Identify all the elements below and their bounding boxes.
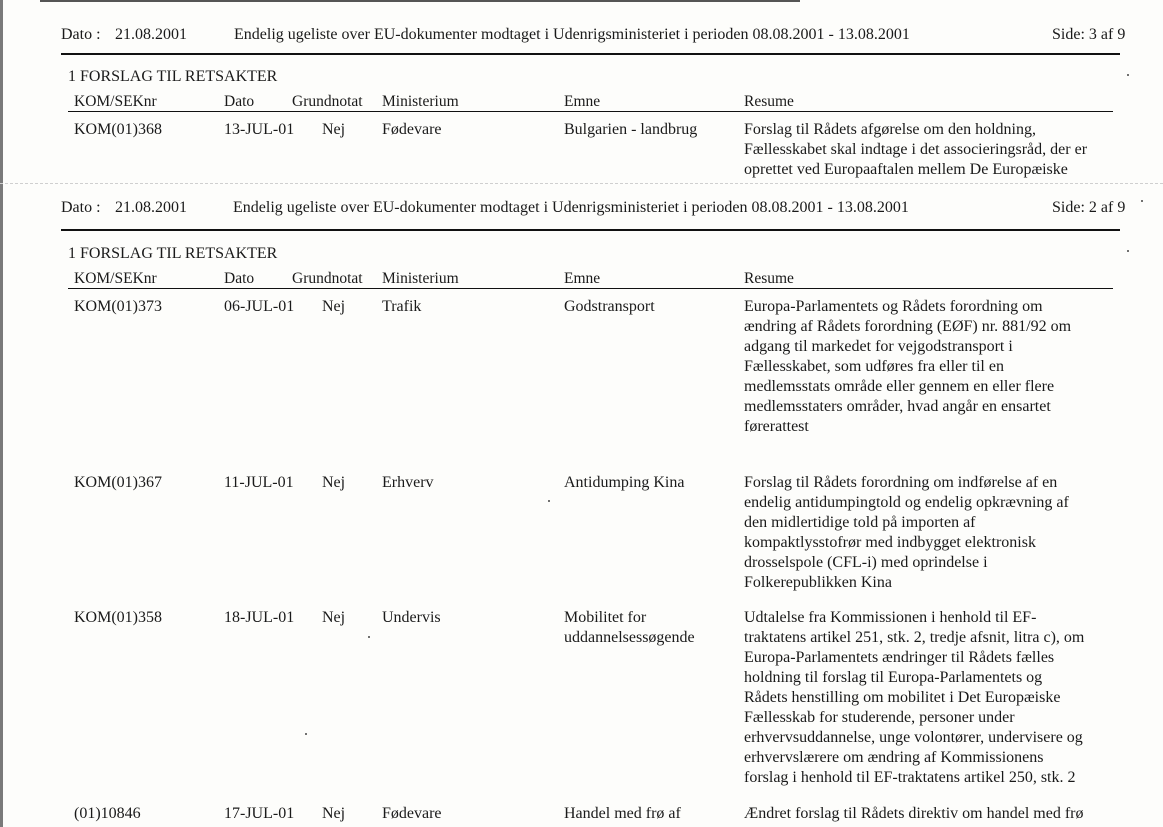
scan-speck	[1127, 74, 1129, 76]
cell-dato: 06-JUL-01	[224, 298, 295, 315]
cell-grundnotat: Nej	[322, 609, 346, 626]
header-title: Endelig ugeliste over EU-dokumenter modtaget i Udenrigsministeriet i perioden 08.08.2001 - 13.08.2001	[233, 199, 909, 216]
table-header-rule	[68, 111, 1113, 112]
cell-emne: Handel med frø af	[564, 805, 681, 822]
header-date: 21.08.2001	[115, 26, 187, 43]
scan-speck	[1141, 200, 1143, 202]
cell-emne: Godstransport	[564, 298, 655, 315]
cell-grundnotat: Nej	[322, 121, 346, 138]
col-emne: Emne	[564, 270, 601, 287]
scan-edge	[0, 0, 3, 827]
col-dato: Dato	[224, 93, 255, 110]
cell-grundnotat: Nej	[322, 805, 346, 822]
scan-speck	[368, 636, 370, 638]
section-heading: 1 FORSLAG TIL RETSAKTER	[68, 245, 278, 262]
col-dato: Dato	[224, 270, 255, 287]
header-title: Endelig ugeliste over EU-dokumenter modtaget i Udenrigsministeriet i perioden 08.08.2001 - 13.08.2001	[234, 26, 910, 43]
scan-speck	[305, 733, 307, 735]
cell-ministerium: Erhverv	[382, 474, 434, 491]
top-scan-rule	[40, 0, 800, 2]
cell-dato: 18-JUL-01	[224, 609, 295, 626]
cell-kom: (01)10846	[74, 805, 141, 822]
cell-ministerium: Trafik	[382, 298, 422, 315]
date-label: Dato :	[61, 199, 101, 216]
col-kom: KOM/SEKnr	[74, 93, 157, 110]
cell-dato: 11-JUL-01	[224, 474, 294, 491]
cell-resume: Udtalelse fra Kommissionen i henhold til EF- traktatens artikel 251, stk. 2, tredje afsnit, litra c), om Europa-Parlamentets ændringer til Rådets fælles holdning til forslag til Europa-Parlamentets og Rådets henstilling om mobilitet i Det Europæiske Fællesskab for studerende, personer under erhvervsuddannelse, unge volontører, undervisere og erhvervslærere om ændring af Kommissionens forslag i henhold til EF-traktatens artikel 250, stk. 2	[744, 609, 1085, 786]
col-ministerium: Ministerium	[382, 270, 459, 287]
cell-resume: Europa-Parlamentets og Rådets forordning om ændring af Rådets forordning (EØF) nr. 881/92 om adgang til markedet for vejgodstransport i Fællesskabet, som udføres fra eller til en medlemsstats område eller gennem en eller flere medlemsstaters områder, hvad angår en ensartet førerattest	[744, 298, 1072, 435]
cell-emne: Bulgarien - landbrug	[564, 121, 698, 138]
scan-speck	[1127, 250, 1129, 252]
date-label: Dato :	[61, 26, 101, 43]
col-resume: Resume	[744, 270, 794, 287]
cell-ministerium: Fødevare	[382, 805, 442, 822]
cell-ministerium: Fødevare	[382, 121, 442, 138]
cell-resume: Ændret forslag til Rådets direktiv om handel med frø	[744, 805, 1084, 822]
cell-kom: KOM(01)373	[74, 298, 162, 315]
cell-ministerium: Undervis	[382, 609, 441, 626]
cell-dato: 13-JUL-01	[224, 121, 295, 138]
cell-resume: Forslag til Rådets forordning om indførelse af en endelig antidumpingtold og endelig opkrævning af den midlertidige told på importen af kompaktlysstofrør med indbygget elektronisk drosselspole (CFL-i) med oprindelse i Folkerepublikken Kina	[744, 474, 1069, 591]
cell-grundnotat: Nej	[322, 474, 346, 491]
cell-emne: Antidumping Kina	[564, 474, 685, 491]
col-emne: Emne	[564, 93, 601, 110]
page-number: Side: 3 af 9	[1052, 26, 1126, 43]
section-heading: 1 FORSLAG TIL RETSAKTER	[68, 68, 278, 85]
table-header-rule	[68, 288, 1113, 289]
col-ministerium: Ministerium	[382, 93, 459, 110]
cell-kom: KOM(01)368	[74, 121, 162, 138]
col-grundnotat: Grundnotat	[292, 93, 363, 110]
cell-grundnotat: Nej	[322, 298, 346, 315]
cell-dato: 17-JUL-01	[224, 805, 295, 822]
cell-resume: Forslag til Rådets afgørelse om den holdning, Fællesskabet skal indtage i det associeringsråd, der er oprettet ved Europaaftalen mellem De Europæiske	[744, 121, 1088, 178]
cell-emne: Mobilitet for uddannelsessøgende	[564, 609, 695, 646]
page-number: Side: 2 af 9	[1052, 199, 1126, 216]
scan-speck	[548, 500, 550, 502]
header-date: 21.08.2001	[115, 199, 187, 216]
col-resume: Resume	[744, 93, 794, 110]
cell-kom: KOM(01)358	[74, 609, 162, 626]
page-seam	[0, 183, 1163, 184]
cell-kom: KOM(01)367	[74, 474, 162, 491]
header-rule	[61, 229, 1120, 231]
col-kom: KOM/SEKnr	[74, 270, 157, 287]
header-rule	[61, 53, 1120, 55]
col-grundnotat: Grundnotat	[292, 270, 363, 287]
